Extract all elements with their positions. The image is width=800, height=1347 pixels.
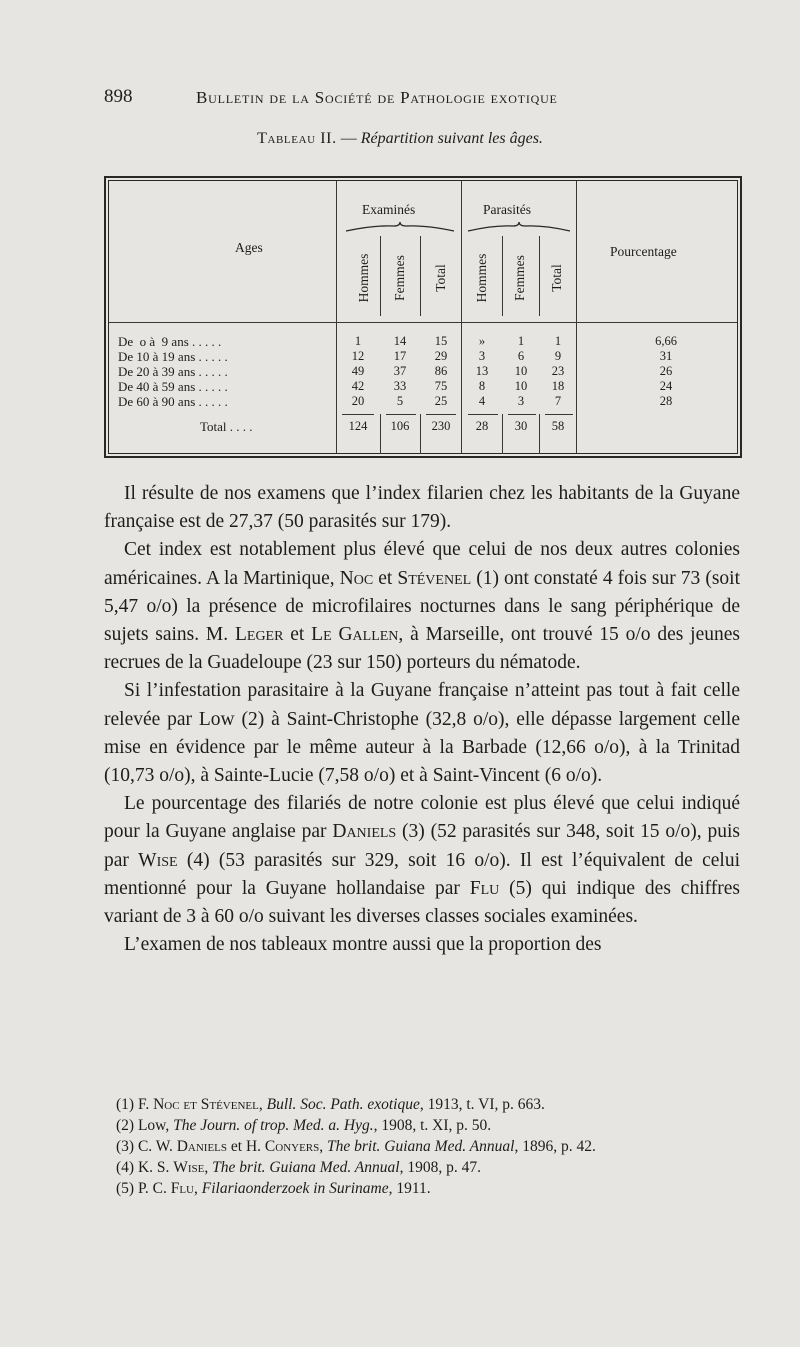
sum-rule-t <box>426 414 456 415</box>
fn3-author-1: Daniels <box>176 1138 228 1155</box>
fn5-a: (5) P. C. <box>116 1180 171 1197</box>
footnote-4 <box>104 1157 740 1178</box>
fn3-a: (3) C. W. <box>116 1138 177 1155</box>
header-parasites: Parasités <box>483 202 531 217</box>
fn1-b: , <box>258 1096 267 1113</box>
col-sep-parasites <box>576 181 577 453</box>
fn5-c: , 1911. <box>388 1180 431 1197</box>
cell-par-total: 18 <box>551 379 565 393</box>
cell-femmes: 37 <box>393 364 407 378</box>
p2-text-b: et <box>373 567 398 589</box>
total-total: 230 <box>431 419 451 433</box>
fn1-authors: Noc et Stévenel <box>153 1096 259 1113</box>
footnotes <box>104 1094 740 1199</box>
paragraph-3: Si l’infestation parasitaire à la Guyane française n’atteint pas tout à fait celle relevée par Low (2) à Saint-Christophe (32,8 o/o), elle dépasse largement celle mise en évidence par le même auteur à la Barbade (12,66 o/o), à la Trinitad (10,73 o/o), à Sainte-Lucie (7,58 o/o) et à Saint-Vincent (6 o/o). <box>104 680 740 787</box>
cell-par-femmes: 10 <box>514 379 528 393</box>
p4-text-b: (3) (52 parasités sur 348, soit 15 o/o), puis par <box>104 821 740 871</box>
p4-text-c: (4) (53 parasités sur 329, soit 16 o/o). Il est l’équivalent de celui mentionné pour la Guyane hollandaise par <box>104 849 740 899</box>
p2-text-e: , à Marseille, ont trouvé 15 o/o des jeunes recrues de la Guadeloupe (23 sur 150) porteurs du nématode. <box>104 624 740 674</box>
fn5-author: Flu <box>170 1180 194 1197</box>
col-sep-pf <box>539 236 540 316</box>
cell-par-hommes: 13 <box>475 364 489 378</box>
footnote-2 <box>104 1115 740 1136</box>
header-rule <box>109 322 737 323</box>
fn2-c: , 1908, t. XI, p. 50. <box>373 1117 492 1134</box>
cell-par-femmes: 1 <box>517 334 525 348</box>
total-par-femmes: 30 <box>514 419 528 433</box>
sub-femmes: Femmes <box>392 255 407 301</box>
fn2-journal: The Journ. of trop. Med. a. Hyg. <box>173 1117 374 1134</box>
author-flu: Flu <box>469 877 500 899</box>
p2-text-a: Cet index est notablement plus élevé que celui de nos deux autres colonies américaines. A la Martinique, <box>104 539 740 589</box>
header-examines: Examinés <box>362 202 416 217</box>
cell-par-total: 23 <box>551 364 565 378</box>
cell-femmes: 14 <box>393 334 407 348</box>
total-label: Total . . . . <box>200 419 253 434</box>
author-wise: Wise <box>138 849 178 871</box>
fn3-b: et H. <box>227 1138 265 1155</box>
cell-pourcentage: 26 <box>659 364 673 378</box>
footnote-5 <box>104 1178 740 1199</box>
journal-title: Bulletin de la Société de Pathologie exotique <box>196 88 558 107</box>
p4-text-d: (5) qui indique des chiffres variant de 3 à 60 o/o suivant les diverses classes sociales examinées. <box>104 877 740 928</box>
cell-hommes: 1 <box>354 334 362 348</box>
sub-parasites-hommes: Hommes <box>474 253 489 303</box>
caption-dash: — <box>336 130 361 147</box>
fn4-a: (4) K. S. <box>116 1159 174 1176</box>
cell-par-hommes: » <box>478 334 486 348</box>
footnote-1 <box>104 1094 740 1115</box>
cell-pourcentage: 31 <box>659 349 673 363</box>
table-title: Répartition suivant les âges. <box>360 130 543 147</box>
row-label: De o à 9 ans . . . . . <box>118 334 222 349</box>
fn5-b: , <box>194 1180 202 1197</box>
cell-par-total: 7 <box>554 394 562 408</box>
author-leger: Leger <box>234 624 284 646</box>
fn4-c: , 1908, p. 47. <box>399 1159 481 1176</box>
footnote-3 <box>104 1136 740 1157</box>
author-noc: Noc <box>339 567 374 589</box>
row-label: De 20 à 39 ans . . . . . <box>118 364 228 379</box>
header-pourcentage: Pourcentage <box>610 244 677 259</box>
brace-parasites <box>466 221 572 235</box>
fn3-b2: , <box>319 1138 328 1155</box>
cell-pourcentage: 24 <box>659 379 673 393</box>
sub-parasites-total: Total <box>549 264 564 292</box>
paragraph-5: L’examen de nos tableaux montre aussi que la proportion des <box>124 934 602 956</box>
fn1-journal: Bull. Soc. Path. exotique <box>266 1096 420 1113</box>
fn3-c: , 1896, p. 42. <box>514 1138 596 1155</box>
cell-par-hommes: 4 <box>478 394 486 408</box>
row-label: De 10 à 19 ans . . . . . <box>118 349 228 364</box>
paragraph-1: Il résulte de nos examens que l’index filarien chez les habitants de la Guyane française est de 27,37 (50 parasités sur 179). <box>104 483 740 533</box>
col-sep-h <box>380 236 381 316</box>
cell-par-hommes: 3 <box>478 349 486 363</box>
sub-total: Total <box>433 264 448 292</box>
cell-total: 15 <box>434 334 448 348</box>
paragraph-2 <box>104 536 740 677</box>
p2-text-d: et <box>283 624 312 646</box>
cell-total: 75 <box>434 379 448 393</box>
cell-femmes: 33 <box>393 379 407 393</box>
col-sep-examines <box>461 181 462 453</box>
age-distribution-table <box>104 176 742 458</box>
table-label: Tableau II. <box>257 130 337 147</box>
sum-rule-f <box>386 414 416 415</box>
author-daniels: Daniels <box>332 821 397 843</box>
header-ages: Ages <box>235 240 263 255</box>
table-caption <box>0 130 800 148</box>
col-sep-ph <box>502 236 503 316</box>
row-label: De 60 à 90 ans . . . . . <box>118 394 228 409</box>
paragraph-4 <box>104 790 740 931</box>
total-hommes: 124 <box>348 419 368 433</box>
col-sep-ages <box>336 181 337 453</box>
sum-rule-ph <box>468 414 498 415</box>
sum-rule-pt <box>545 414 573 415</box>
sum-rule-pf <box>508 414 536 415</box>
cell-hommes: 12 <box>351 349 365 363</box>
p2-text-c: (1) ont constaté 4 fois sur 73 (soit 5,47 o/o) la présence de microfilaires nocturnes dans le sang périphérique de sujets sains. M. <box>104 567 741 646</box>
fn5-title: Filariaonderzoek in Suriname <box>201 1180 389 1197</box>
cell-hommes: 49 <box>351 364 365 378</box>
cell-par-hommes: 8 <box>478 379 486 393</box>
fn4-b: , <box>204 1159 213 1176</box>
cell-hommes: 20 <box>351 394 365 408</box>
fn3-journal: The brit. Guiana Med. Annual <box>327 1138 515 1155</box>
cell-total: 25 <box>434 394 448 408</box>
sub-parasites-femmes: Femmes <box>512 255 527 301</box>
article-body <box>104 480 740 959</box>
running-header <box>104 86 744 116</box>
fn3-author-2: Conyers <box>264 1138 320 1155</box>
sum-rule-h <box>342 414 374 415</box>
author-le-gallen: Le Gallen <box>311 624 399 646</box>
cell-total: 29 <box>434 349 448 363</box>
row-label: De 40 à 59 ans . . . . . <box>118 379 228 394</box>
cell-hommes: 42 <box>351 379 365 393</box>
cell-par-femmes: 3 <box>517 394 525 408</box>
p4-text-a: Le pourcentage des filariés de notre colonie est plus élevé que celui indiqué pour la Guyane anglaise par <box>104 793 740 843</box>
cell-pourcentage: 6,66 <box>655 334 677 348</box>
cell-par-femmes: 10 <box>514 364 528 378</box>
cell-total: 86 <box>434 364 448 378</box>
col-sep-f <box>420 236 421 316</box>
cell-pourcentage: 28 <box>659 394 673 408</box>
cell-femmes: 17 <box>393 349 407 363</box>
fn2-a: (2) Low, <box>116 1117 174 1134</box>
cell-par-total: 1 <box>554 334 562 348</box>
fn1-a: (1) F. <box>116 1096 154 1113</box>
cell-par-femmes: 6 <box>517 349 525 363</box>
fn1-c: , 1913, t. VI, p. 663. <box>419 1096 545 1113</box>
fn4-author: Wise <box>173 1159 205 1176</box>
cell-femmes: 5 <box>396 394 404 408</box>
total-femmes: 106 <box>390 419 410 433</box>
sub-hommes: Hommes <box>356 253 371 303</box>
cell-par-total: 9 <box>554 349 562 363</box>
page-number: 898 <box>104 86 133 107</box>
brace-examines <box>344 221 456 235</box>
total-par-hommes: 28 <box>475 419 489 433</box>
author-stevenel: Stévenel <box>397 567 472 589</box>
total-par-total: 58 <box>551 419 565 433</box>
fn4-journal: The brit. Guiana Med. Annual <box>212 1159 400 1176</box>
